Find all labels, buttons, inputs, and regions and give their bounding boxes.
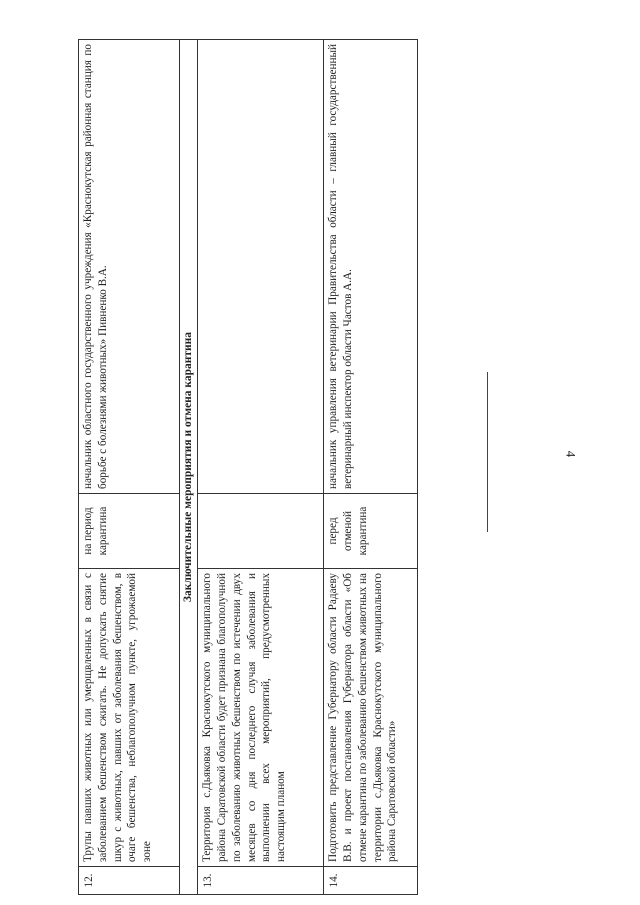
row-number: 14. xyxy=(324,867,418,895)
measure-term xyxy=(198,494,324,569)
row-number: 13. xyxy=(198,867,324,895)
row-number: 12. xyxy=(79,867,180,895)
rotated-table-wrapper xyxy=(78,40,400,895)
table-row xyxy=(79,40,180,895)
measure-term: на период карантина xyxy=(79,494,180,569)
measure-description: Трупы павших животных или умерщвленных в связи с заболеванием бешенством сжигать. Не допускать снятие шкур с животных, павших от заболевания бешенством, в очаге бешенства, неблагополучном пункте, угрожаемой зоне xyxy=(79,569,180,867)
section-row xyxy=(180,40,198,895)
measures-table xyxy=(78,39,418,895)
measure-responsible xyxy=(198,40,324,494)
table-row xyxy=(198,40,324,895)
section-title: Заключительные мероприятия и отмена карантина xyxy=(180,40,198,895)
signature-rule xyxy=(487,372,488,532)
measure-responsible: начальник управления ветеринарии Правительства области – главный государственный ветеринарный инспектор области Частов А.А. xyxy=(324,40,418,494)
measure-description: Подготовить представление Губернатору области Радаеву В.В. и проект постановления Губернатора области «Об отмене карантина по заболеванию бешенством животных на территории с.Дьяковка Краснокутского муниципального района Саратовской области» xyxy=(324,569,418,867)
measure-responsible: начальник областного государственного учреждения «Краснокутская районная станция по борьбе с болезнями животных» Пивненко В.А. xyxy=(79,40,180,494)
measure-description: Территория с.Дьяковка Краснокутского муниципального района Саратовской области будет признана благополучной по заболеванию животных бешенством по истечении двух месяцев со дня последнего случая заболевания и выполнении всех мероприятий, предусмотренных настоящим планом xyxy=(198,569,324,867)
page-number: 4 xyxy=(563,450,579,458)
measure-term: перед отменой карантина xyxy=(324,494,418,569)
table-row xyxy=(324,40,418,895)
